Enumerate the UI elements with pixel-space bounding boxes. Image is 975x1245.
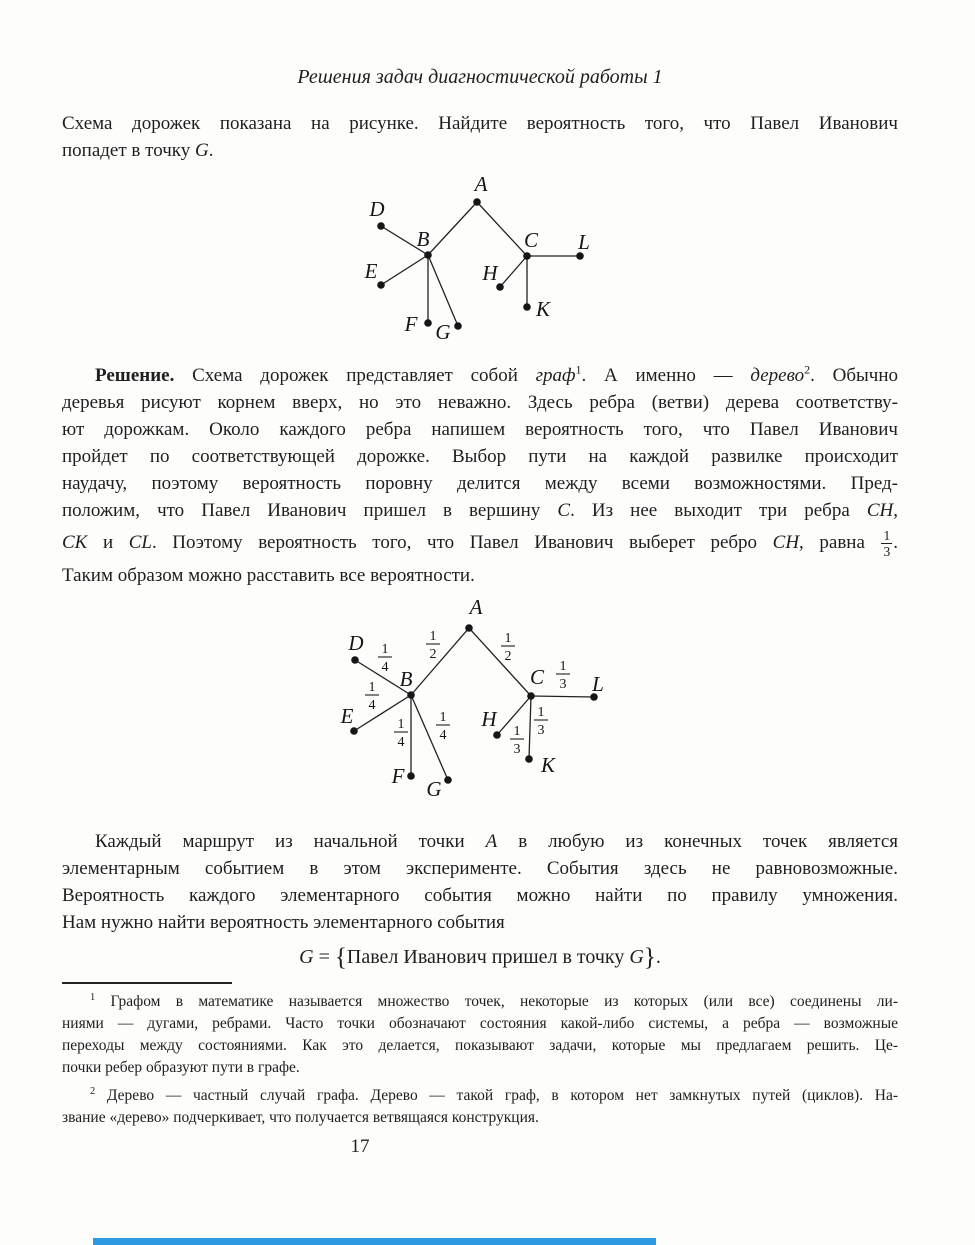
vertex-dot (350, 727, 358, 735)
text-run: . Поэтому вероятность того, что Павел Иванович выберет ребро (151, 532, 773, 553)
inline-fraction (881, 528, 892, 559)
fraction-denominator: 3 (559, 677, 567, 692)
fraction-numerator: 1 (381, 642, 389, 657)
text-run: наудачу, поэтому вероятность поровну делится между всеми возможностями. Пред- (62, 473, 898, 494)
edge-line (477, 202, 527, 256)
math-var: C (557, 500, 571, 521)
footnote-marker: 1 (90, 991, 96, 1003)
text-run: . Из нее выходит три ребра (570, 500, 867, 521)
vertex-label: G (435, 320, 451, 344)
vertex-dot (444, 776, 452, 784)
text-run: . Обычно (810, 365, 898, 386)
vertex-dot (407, 691, 415, 699)
edge-line (531, 696, 594, 697)
text-line (62, 882, 898, 909)
text-line (62, 443, 898, 470)
text-run: Каждый маршрут из начальной точки (95, 831, 486, 852)
vertex-label: E (364, 259, 378, 283)
text-run: Павел Иванович пришел в точку (346, 946, 630, 968)
brace-open: { (334, 944, 347, 971)
text-run: в любую из конечных точек является (497, 831, 898, 852)
text-run: деревья рисуют корнем вверх, но это неважно. Здесь ребра (ветви) дерева соответству- (62, 392, 898, 413)
bottom-progress-bar (93, 1238, 656, 1245)
vertex-label: B (416, 227, 430, 251)
math-var: CH (866, 500, 894, 521)
diagram2-edge-probabilities (365, 629, 570, 757)
edge-line (428, 202, 477, 255)
vertex-label: K (540, 753, 556, 777)
text-run: почки ребер образуют пути в графе. (62, 1059, 300, 1076)
footnote-ref: 2 (804, 362, 811, 377)
edge-line (469, 628, 531, 696)
math-var: CK (62, 532, 88, 553)
vertex-dot (523, 303, 531, 311)
page-number: 17 (350, 1136, 370, 1157)
vertex-label: F (404, 312, 418, 336)
text-line (62, 828, 898, 855)
fraction-denominator: 2 (504, 649, 512, 664)
text-line (62, 909, 898, 936)
problem-paragraph (62, 110, 898, 164)
fraction-numerator: 1 (504, 631, 512, 646)
fraction-numerator: 1 (429, 629, 437, 644)
text-run: Схема дорожек показана на рисунке. Найдите вероятность того, что Павел Иванович (62, 113, 898, 134)
text-run: переходы между состояниями. Как это делается, показывают задачи, которые мы предлагаем решить. Це- (62, 1037, 898, 1054)
math-var: CL (128, 532, 152, 553)
fraction-numerator: 1 (368, 680, 376, 695)
edge-line (428, 255, 458, 326)
vertex-label: E (340, 704, 354, 728)
footnote-2 (62, 1085, 898, 1129)
fraction-numerator: 1 (513, 724, 521, 739)
tree-diagram-plain (330, 165, 630, 350)
vertex-label: A (469, 595, 483, 619)
vertex-label: H (482, 261, 498, 285)
text-run: пройдет по соответствующей дорожке. Выбор пути на каждой развилке происходит (62, 446, 898, 467)
footnote-1 (62, 991, 898, 1079)
vertex-dot (424, 251, 432, 259)
diagram1-vertices (377, 198, 584, 330)
fraction-denominator: 4 (381, 660, 389, 675)
vertex-label: K (535, 297, 551, 321)
vertex-label: A (474, 172, 488, 196)
diagram2-edges (354, 628, 594, 780)
tree-diagram-probabilities (320, 590, 620, 810)
vertex-dot (351, 656, 359, 664)
vertex-label: F (391, 764, 405, 788)
vertex-label: C (529, 665, 545, 689)
text-run: , равна (799, 532, 881, 553)
text-run: ниями — дугами, ребрами. Часто точки обозначают состояния какой-либо системы, а ребра — возможные (62, 1015, 898, 1032)
vertex-dot (527, 692, 535, 700)
page-header: Решения задач диагностической работы 1 (297, 66, 663, 88)
text-run: . А именно — (581, 365, 751, 386)
text-run: . (893, 532, 898, 553)
vertex-dot (465, 624, 473, 632)
italic-run: дерево (750, 365, 805, 386)
vertex-dot (407, 772, 415, 780)
footnote-ref: 1 (575, 362, 582, 377)
fraction-denominator: 4 (439, 728, 447, 743)
vertex-label: L (578, 230, 590, 254)
fraction-denominator: 3 (513, 742, 521, 757)
vertex-dot (424, 319, 432, 327)
text-run: , (893, 500, 898, 521)
text-run: Вероятность каждого элементарного события можно найти по правилу умножения. (62, 885, 898, 906)
text-run: Дерево — частный случай графа. Дерево — такой граф, в котором нет замкнутых путей (циклов). На- (95, 1087, 898, 1104)
brace-close: } (643, 944, 656, 971)
fraction-numerator: 1 (559, 659, 567, 674)
footnotes-block (62, 991, 898, 1129)
text-run: Таким образом можно расставить все вероятности. (62, 565, 475, 586)
routes-paragraph (62, 828, 898, 936)
text-line (62, 524, 898, 562)
text-line (62, 1107, 898, 1129)
footnote-marker: 2 (90, 1085, 96, 1097)
fraction-denominator: 3 (537, 723, 545, 738)
diagram1-labels (364, 172, 590, 344)
text-line (62, 470, 898, 497)
vertex-dot (493, 731, 501, 739)
text-run: = (313, 946, 335, 968)
vertex-dot (525, 755, 533, 763)
math-var: CH (772, 532, 800, 553)
vertex-dot (377, 281, 385, 289)
fraction-numerator: 1 (397, 717, 405, 732)
vertex-label: B (399, 667, 413, 691)
text-run: положим, что Павел Иванович пришел в вершину (62, 500, 558, 521)
text-run: Нам нужно найти вероятность элементарного события (62, 912, 505, 933)
text-run: и (87, 532, 129, 553)
text-run: . (208, 140, 214, 161)
solution-paragraph (62, 362, 898, 589)
fraction-denominator: 2 (429, 647, 437, 662)
fraction-denominator: 3 (883, 544, 891, 560)
text-run: . (655, 946, 661, 968)
text-line (62, 1035, 898, 1057)
edge-line (411, 628, 469, 695)
edge-line (500, 256, 527, 287)
edge-line (529, 696, 531, 759)
text-run: элементарным событием в этом эксперименте. События здесь не равновозможные. (62, 858, 898, 879)
text-line (62, 855, 898, 882)
text-line (62, 416, 898, 443)
fraction-numerator: 1 (537, 705, 545, 720)
text-line (62, 1013, 898, 1035)
math-var: G (194, 140, 209, 161)
text-run: ют дорожкам. Около каждого ребра напишем вероятность того, что Павел Иванович (62, 419, 898, 440)
fraction-denominator: 4 (368, 698, 376, 713)
text-line (62, 562, 898, 589)
diagram1-edges (381, 202, 580, 326)
text-line (62, 1057, 898, 1079)
text-line (62, 137, 898, 164)
italic-run: граф (535, 365, 576, 386)
fraction-numerator: 1 (439, 710, 447, 725)
vertex-label: G (426, 777, 442, 801)
math-var: G (299, 946, 314, 968)
event-formula (62, 941, 898, 973)
text-run: Схема дорожек представляет собой (174, 365, 536, 386)
footnote-rule (62, 982, 232, 984)
text-run: звание «дерево» подчеркивает, что получается ветвящаяся конструкция. (62, 1109, 539, 1126)
edge-line (381, 255, 428, 285)
vertex-label: D (348, 631, 364, 655)
fraction-numerator: 1 (883, 528, 891, 544)
vertex-label: C (523, 228, 539, 252)
text-line (62, 497, 898, 524)
text-line (62, 991, 898, 1013)
text-run: попадет в точку (62, 140, 195, 161)
vertex-dot (523, 252, 531, 260)
text-line (62, 1085, 898, 1107)
vertex-label: H (481, 707, 497, 731)
fraction-denominator: 4 (397, 735, 405, 750)
bold-run: Решение. (95, 365, 175, 386)
text-run: Графом в математике называется множество точек, некоторые из которых (или все) соединены ли- (95, 993, 898, 1010)
math-var: G (629, 946, 644, 968)
math-var: A (485, 831, 498, 852)
text-line (62, 110, 898, 137)
vertex-label: D (369, 197, 385, 221)
text-line (62, 389, 898, 416)
vertex-label: L (592, 672, 604, 696)
vertex-dot (377, 222, 385, 230)
vertex-dot (473, 198, 481, 206)
text-line (62, 362, 898, 389)
vertex-dot (454, 322, 462, 330)
